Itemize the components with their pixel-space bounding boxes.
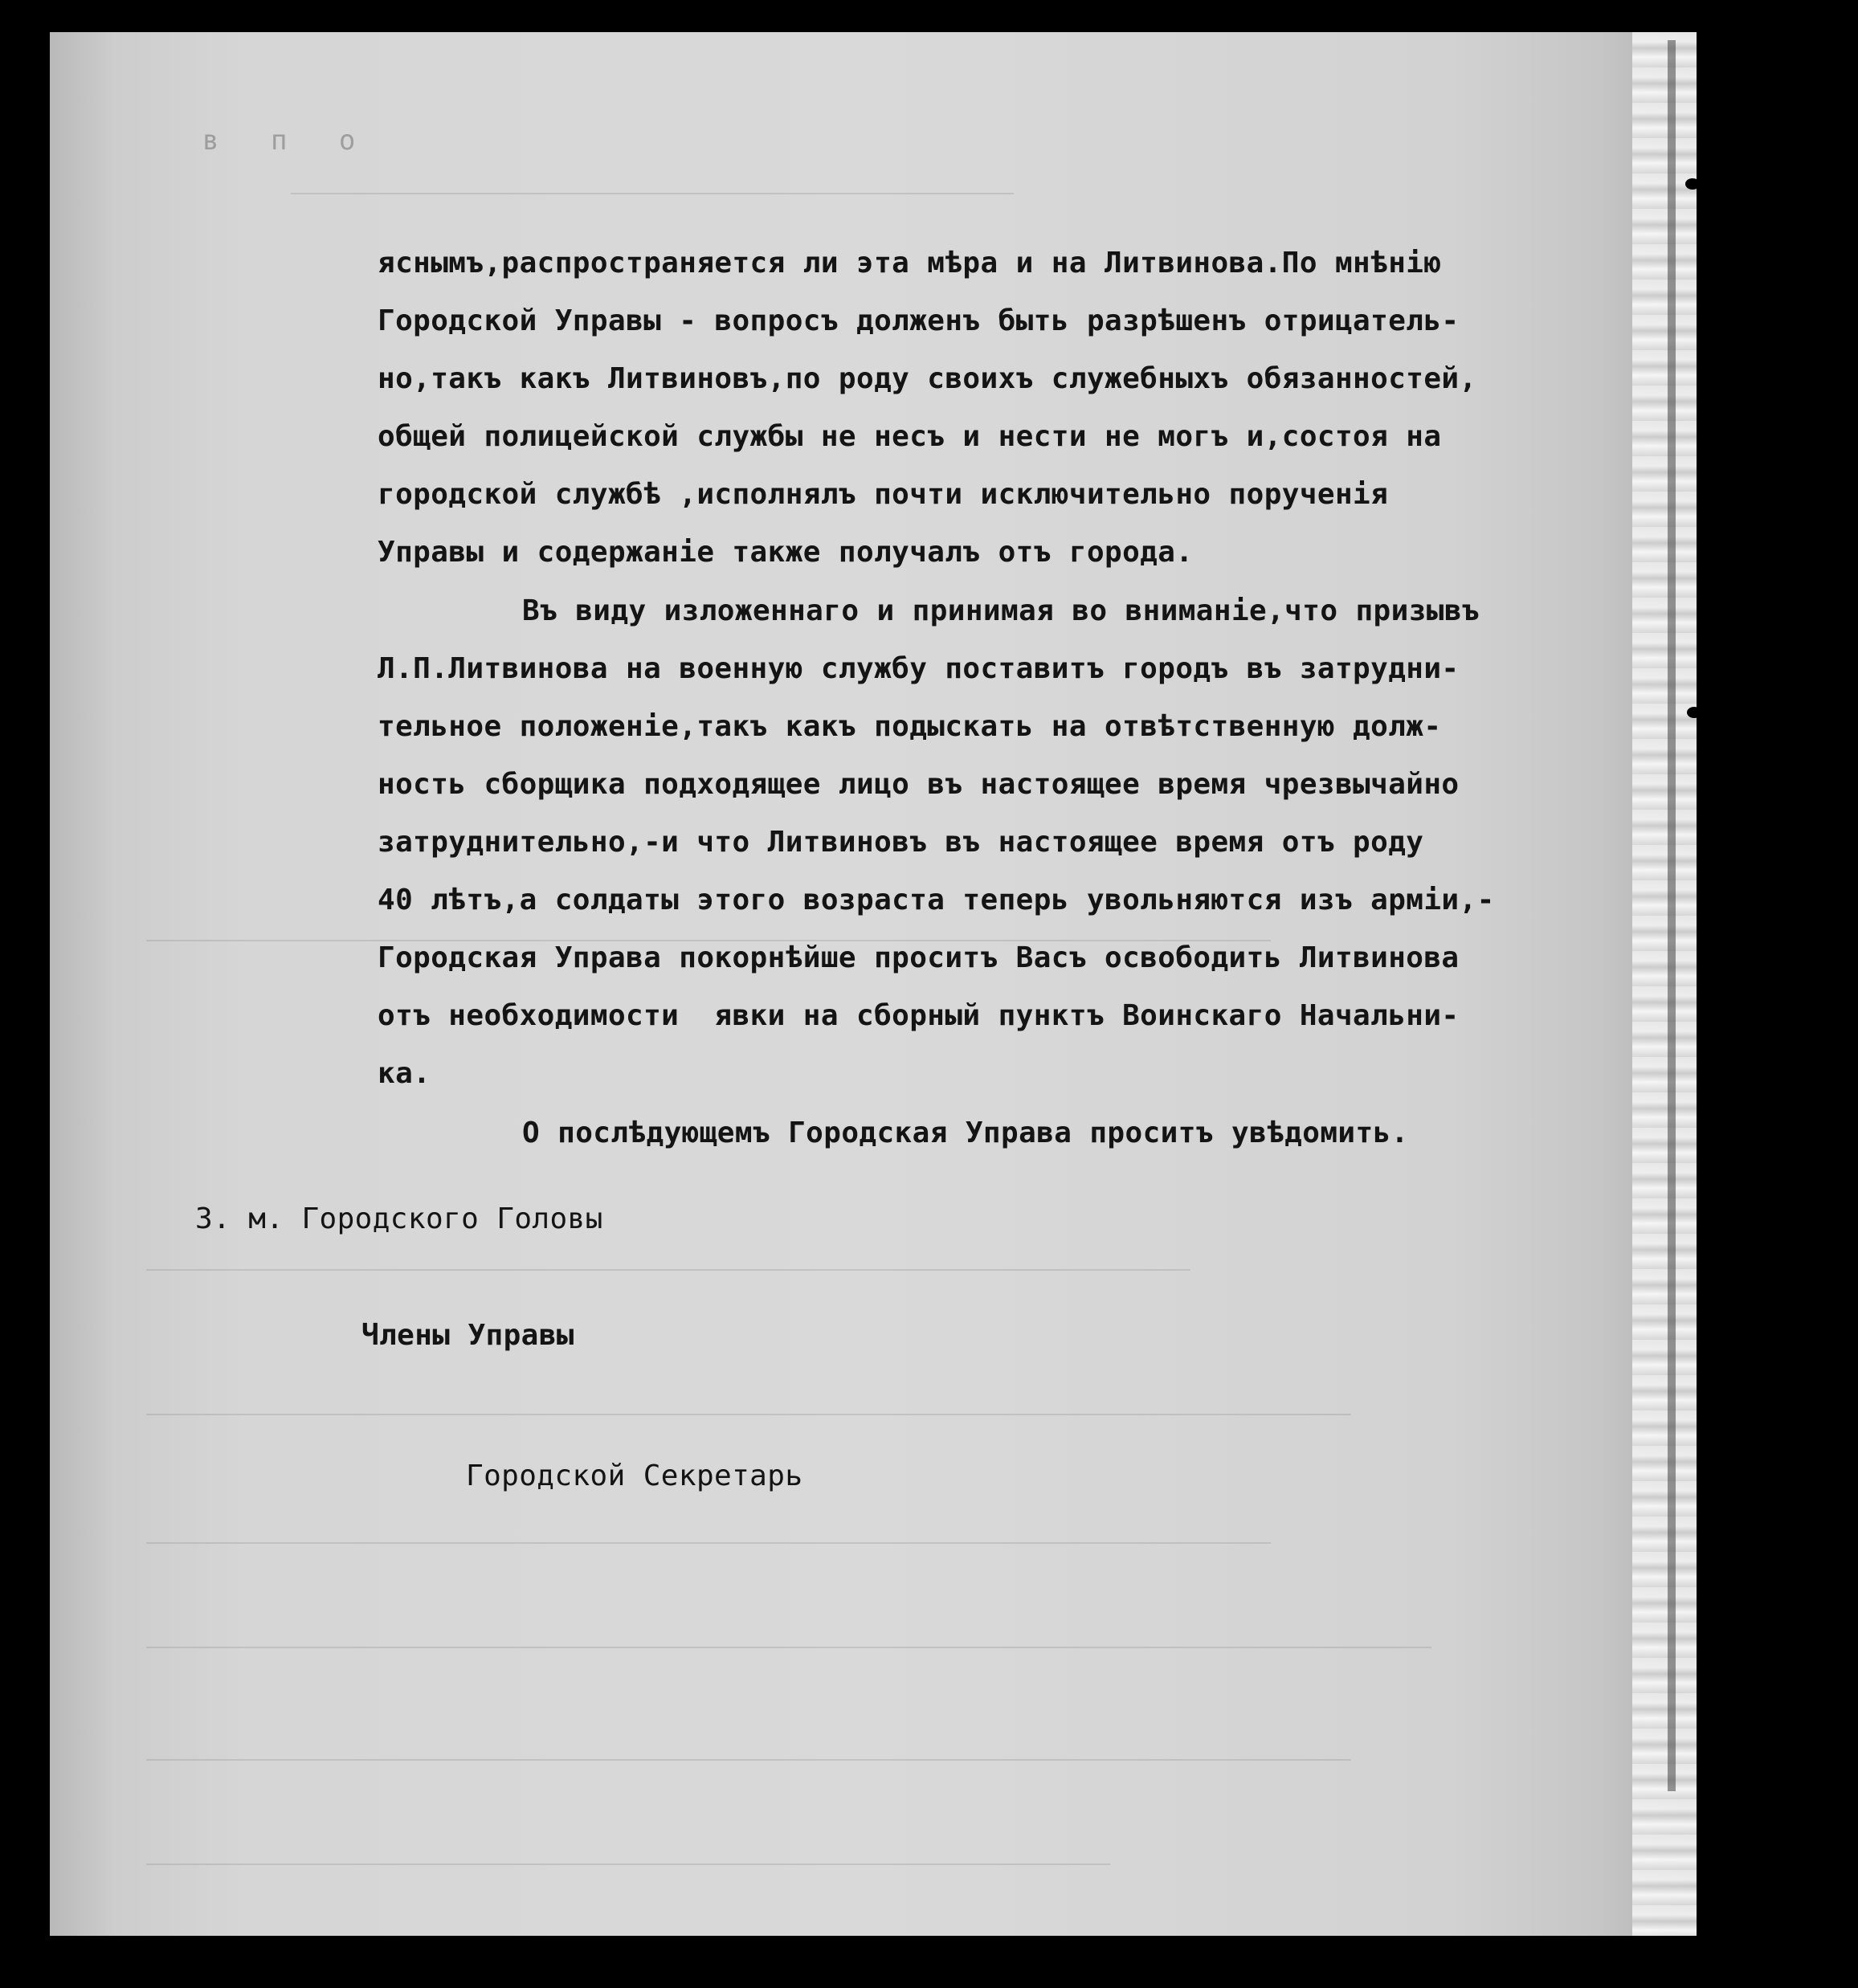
page-header-fragment: в п о — [202, 125, 374, 157]
body-line: но,такъ какъ Литвиновъ,по роду своихъ служебныхъ обязанностей, — [378, 362, 1477, 395]
body-line: общей полицейской службы не несъ и нести не могъ и,состоя на — [378, 420, 1442, 453]
body-line: 40 лѣтъ,а солдаты этого возраста теперь увольняются изъ арміи,- — [378, 884, 1495, 916]
body-line: яснымъ,распространяется ли эта мѣра и на Литвинова.По мнѣнію — [378, 247, 1442, 280]
signature-city-secretary: Городской Секретарь — [466, 1459, 803, 1492]
margin-ink-mark — [1687, 707, 1701, 718]
margin-ink-mark — [1699, 1727, 1713, 1738]
body-line: Л.П.Литвинова на военную службу поставитъ городъ въ затрудни- — [378, 652, 1460, 685]
body-line: тельное положеніе,такъ какъ подыскать на отвѣтственную долж- — [378, 710, 1442, 743]
margin-ink-mark — [1711, 1249, 1730, 1263]
bleed-through-line — [146, 1414, 1351, 1415]
body-line: ка. — [378, 1057, 431, 1090]
body-line: Въ виду изложеннаго и принимая во вниманіе,что призывъ — [522, 594, 1480, 627]
body-line: Управы и содержаніе также получалъ отъ города. — [378, 536, 1194, 569]
body-line: затруднительно,-и что Литвиновъ въ настоящее время отъ роду — [378, 826, 1424, 859]
closing-line: О послѣдующемъ Городская Управа проситъ увѣдомить. — [522, 1116, 1409, 1149]
body-line: отъ необходимости явки на сборный пунктъ Воинскаго Начальни- — [378, 999, 1460, 1032]
torn-edge — [1632, 32, 1697, 1936]
body-line: городской службѣ ,исполнялъ почти исключительно порученія — [378, 478, 1389, 511]
bleed-through-line — [291, 193, 1014, 194]
bleed-through-line — [146, 1647, 1431, 1648]
bleed-through-line — [146, 1542, 1271, 1544]
bleed-through-line — [146, 1863, 1110, 1865]
bleed-through-line — [146, 1269, 1190, 1271]
body-line: Городской Управы - вопросъ долженъ быть разрѣшенъ отрицатель- — [378, 304, 1460, 337]
signature-board-members: Члены Управы — [361, 1319, 574, 1352]
margin-ink-mark — [1685, 178, 1700, 190]
body-line: ность сборщика подходящее лицо въ настоящее время чрезвычайно — [378, 768, 1460, 801]
body-line: Городская Управа покорнѣйше проситъ Васъ освободить Литвинова — [378, 941, 1460, 974]
edge-shadow — [1668, 40, 1676, 1791]
bleed-through-line — [146, 1759, 1351, 1761]
signature-deputy-mayor: З. м. Городского Головы — [195, 1202, 603, 1235]
